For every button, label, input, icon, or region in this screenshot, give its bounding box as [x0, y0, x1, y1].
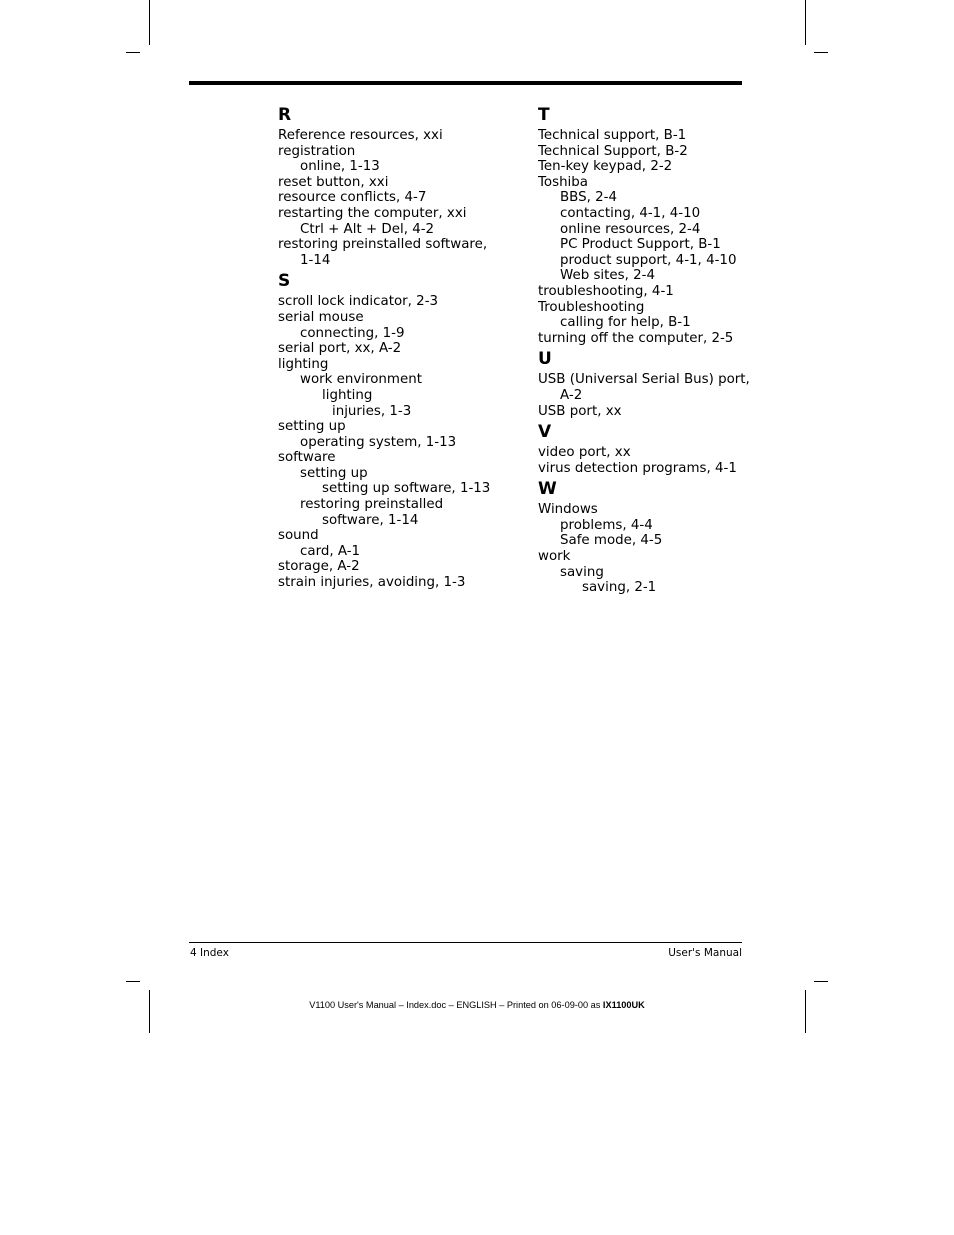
index-entry: setting up [278, 419, 346, 435]
crop-mark-bottom-left-vertical [149, 990, 150, 1033]
footer-manual-title: User's Manual [668, 947, 742, 959]
index-entry: software [278, 450, 336, 466]
index-entry: Windows [538, 502, 598, 518]
index-entry: Reference resources, xxi [278, 128, 443, 143]
index-entry: setting up [300, 465, 368, 481]
index-section-v [538, 422, 748, 476]
index-entry: setting up software, 1-13 [322, 481, 491, 497]
index-section-w [538, 479, 748, 596]
index-entry: lighting [278, 356, 329, 372]
index-entry: injuries, 1-3 [332, 403, 412, 419]
index-entry: problems, 4-4 [560, 517, 653, 533]
print-info-line [0, 1000, 954, 1010]
index-entry: calling for help, B-1 [560, 315, 691, 331]
index-entry: lighting [322, 387, 373, 403]
print-info-code: IX1100UK [602, 1000, 645, 1010]
index-section-letter: S [278, 271, 291, 292]
crop-mark-top-left-horizontal [126, 52, 140, 53]
index-section-letter: R [278, 105, 292, 125]
index-entry: storage, A-2 [278, 559, 360, 575]
index-entry: saving [560, 564, 604, 580]
index-section-r [278, 105, 518, 268]
index-entry: PC Product Support, B-1 [560, 237, 721, 253]
index-entry: contacting, 4-1, 4-10 [560, 205, 701, 221]
index-section-t [538, 105, 748, 346]
index-section-letter: T [538, 105, 550, 125]
footer-rule [189, 942, 742, 943]
index-entry: USB (Universal Serial Bus) port, [538, 372, 750, 388]
crop-mark-bottom-right-vertical [805, 990, 806, 1033]
index-entry: Technical support, B-1 [538, 128, 687, 143]
index-entry: virus detection programs, 4-1 [538, 460, 737, 476]
index-entry: Safe mode, 4-5 [560, 533, 663, 549]
index-entry: scroll lock indicator, 2-3 [278, 294, 439, 310]
index-entry: Technical Support, B-2 [538, 143, 688, 159]
index-entry: restoring preinstalled [300, 497, 444, 513]
index-entry: serial port, xx, A-2 [278, 341, 402, 357]
index-section-letter: W [538, 479, 557, 500]
header-rule [189, 81, 742, 85]
index-column-left [278, 105, 518, 594]
crop-mark-bottom-right-horizontal [814, 981, 828, 982]
index-entry: Ctrl + Alt + Del, 4-2 [300, 221, 435, 237]
index-section-u [538, 349, 748, 419]
index-entry: resource conflicts, 4-7 [278, 190, 427, 206]
index-entry: product support, 4-1, 4-10 [560, 252, 737, 268]
index-entry: registration [278, 143, 356, 159]
index-entry: software, 1-14 [322, 512, 419, 528]
index-entry: strain injuries, avoiding, 1-3 [278, 575, 466, 591]
index-entry: Toshiba [538, 174, 588, 190]
print-info-text: V1100 User's Manual – Index.doc – ENGLISH – Printed on 06-09-00 as [309, 1000, 603, 1010]
index-section-s [278, 271, 518, 590]
index-entry: reset button, xxi [278, 174, 389, 190]
crop-mark-top-right-horizontal [814, 52, 828, 53]
index-entry: Web sites, 2-4 [560, 268, 655, 284]
index-entry: serial mouse [278, 309, 364, 325]
index-entry: USB port, xx [538, 403, 622, 419]
index-entry: card, A-1 [300, 543, 361, 559]
index-section-letter: U [538, 349, 552, 370]
index-entry: saving, 2-1 [582, 580, 657, 596]
index-entry: Troubleshooting [538, 299, 645, 315]
index-column-right [538, 105, 748, 599]
index-section-letter: V [538, 422, 552, 443]
crop-mark-top-right-vertical [805, 0, 806, 45]
index-entry: connecting, 1-9 [300, 325, 405, 341]
index-entry: work [538, 549, 571, 565]
index-entry: restoring preinstalled software, [278, 237, 488, 253]
index-entry: operating system, 1-13 [300, 434, 457, 450]
index-entry: troubleshooting, 4-1 [538, 283, 674, 299]
crop-mark-top-left-vertical [149, 0, 150, 45]
index-entry: BBS, 2-4 [560, 190, 618, 206]
index-entry: sound [278, 528, 319, 544]
footer-page-label: 4 Index [190, 947, 229, 959]
index-entry: online, 1-13 [300, 159, 380, 175]
index-entry: online resources, 2-4 [560, 221, 701, 237]
crop-mark-bottom-left-horizontal [126, 981, 140, 982]
index-entry: video port, xx [538, 445, 631, 461]
index-entry: turning off the computer, 2-5 [538, 330, 734, 346]
index-entry: work environment [300, 372, 422, 388]
index-entry: Ten-key keypad, 2-2 [538, 159, 673, 175]
index-entry: 1-14 [300, 252, 331, 268]
index-entry: restarting the computer, xxi [278, 205, 467, 221]
index-entry: A-2 [560, 387, 583, 403]
